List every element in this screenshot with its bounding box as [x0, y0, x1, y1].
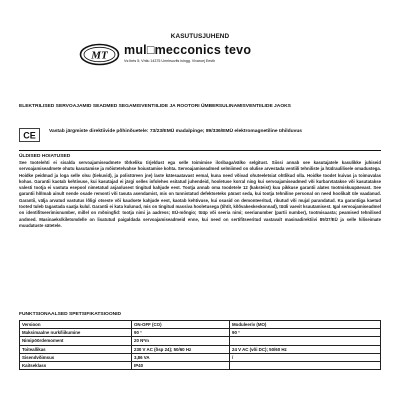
spec-value-mo	[230, 361, 381, 369]
spec-label: Kaitseklass	[20, 361, 132, 369]
spec-value-mo: /	[230, 353, 381, 361]
document-heading: KASUTUSJUHEND	[170, 33, 230, 40]
logo-lettering: MT	[91, 49, 108, 62]
specs-table	[19, 320, 381, 370]
spec-label: Nimipöördemoment	[20, 337, 132, 345]
table-row	[20, 321, 381, 329]
brand-address: Vs:Ibrts 5; Vhtlu 14375 Umrlrsuvlts lsIngg. Vlvaroej Eesth	[124, 59, 216, 63]
table-row	[20, 337, 381, 345]
spec-value-mo: 90 °	[230, 329, 381, 337]
company-logo	[79, 43, 120, 66]
ce-mark-lettering: CE	[23, 130, 36, 141]
spec-label: Sisendvõimsus	[20, 353, 132, 361]
spec-value-co: 230 V AC (õsp 24); 50/60 Hz	[132, 345, 230, 353]
spec-label: Versioon	[20, 321, 132, 329]
spec-label: Maksimaalne nurk/liikumine	[20, 329, 132, 337]
ce-mark-icon	[19, 128, 40, 142]
spec-label: Toiteallikas	[20, 345, 132, 353]
spec-value-mo: Moduleeriv (MO)	[230, 321, 381, 329]
spec-value-co: 3,86 VA	[132, 353, 230, 361]
table-row	[20, 329, 381, 337]
warnings-body: See tootelehti ei sisalda servoajamiseadmete tõrkeliku tirjeldust ega selle toimimise iloribaga/välko selgitust. Siissi annab see kasutajatele kasulikke juhiseid servoajamiseadmete ohutu kasutamise ja mõistetelvahse hoiustamise kohta. Servoajamiseadmed selmiimed on olulise arvestada ventiili tehniliste ja hüdraulilisele omadustega. Hoidke peidmad ja loga selle olsu (tiekuvid), ja polistüreen jne) laste kätesaatavast eemal, kuna need võivad ohuteeletsiat ohtlikud olla. Hoidke toodet kuivas ja toimuvalas kohas. Garantii kaotab kehtivuse, kui kasutajad ei järgi selles infolehes esitatud juhendeid, hooletuse korral ning kui servoajamiseadmed või kurbarvtatakse või kasutatakse valesti tootja ei vastuta esepool nimetatud asjaolusest tingitud kahjude eest. Tootja annab oma toodetele 12 (kaksteist) kuu pikkuse garantii alates tootmiskuupäevast. See garantii hõlmab ainult nende osade remonti või tasuta asendamist, mis on tunnistatud defektseteks pärast seda, kui tootja tehniline personal on need hoolikalt üle vaadanud. Garantii, välja arvatud vastutus lõligi otseste või kaudsete kahjude eest, kaotab kehtivuse, kui osasid on demonteeritud, rikutud või mujal parandatud. Ka garantiiga kaetud tooted tuleb tagastada saatja kulul. Garantii ei kata kulunud, mis on tingitud massiva hooletusega (tihtit, kõõvakeskeskonnad), tüüli vaevit ksautamisest. Igal servoajamiseadmel on identifitseerimisnumber, millel on mõningfid: tootja nimi ja aadress; EÜ-mõngio; tüüp või seeria nimi; seerianumber (partii number), tootmisaasta; peamised tehnilised andmed. Masinaeks/kiletsmdelle on lisatutud paigaldada servoajamiseadmeid enne, kui need on sertifitseeritud vastavalt masinadirektiivi 89/37/EÜ ja selle hiliseimate muudatuste sätetele.	[19, 160, 381, 228]
table-row	[20, 345, 381, 353]
brand-name: mul□mecconics tevo	[124, 43, 252, 57]
specs-heading: FUNKTSIONAALSED SPETSIFIKATSIOONID	[19, 312, 122, 317]
spec-value-mo	[230, 337, 381, 345]
warnings-heading: ÜLDISED HOIATUSED	[19, 154, 71, 159]
section-divider	[19, 150, 381, 151]
spec-value-co: 20 N*m	[132, 337, 230, 345]
spec-value-mo: 24 V AC (või DC); 50/60 Hz	[230, 345, 381, 353]
spec-value-co: ON-OFF (CO)	[132, 321, 230, 329]
product-title: ELEKTRILISED SERVOAJAMID SEADMED SEGAMISVENTIILIDE JA ROOTORI ÜMBERSULINAMISVENTIILIDE JAOKS	[19, 104, 291, 109]
spec-value-co: IP40	[132, 361, 230, 369]
table-row	[20, 353, 381, 361]
table-row	[20, 361, 381, 369]
spec-value-co: 90 °	[132, 329, 230, 337]
directive-compliance-text: Vastab järgmiste direktiivide põhinõuetele: 73/23/EMÜ madalpinge; 89/336/EMÜ elektromagnetiline ühilduvus	[49, 129, 303, 134]
